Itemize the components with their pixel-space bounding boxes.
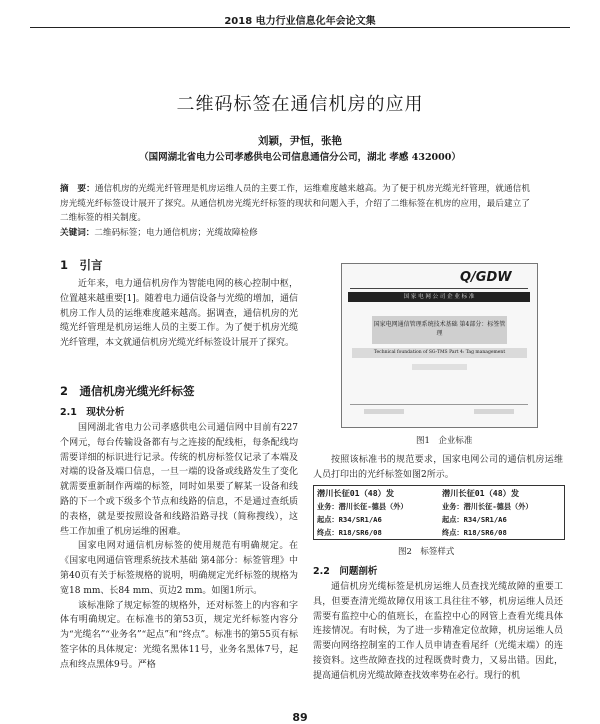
right-column-intro xyxy=(313,453,563,483)
cover-doc-subtitle: Technical foundation of SG-TMS Part 4: Tag management xyxy=(352,348,527,358)
cover-footer-mark xyxy=(364,409,404,414)
section-1-body xyxy=(60,277,298,351)
label-cell: 终点：R18/SR6/08 xyxy=(317,527,382,537)
label-row xyxy=(314,526,564,539)
label-cell: 潜川长征01（48）发 xyxy=(442,488,520,498)
cover-org-line: 国 家 电 网 公 司 企 业 标 准 xyxy=(348,292,530,302)
abstract-block xyxy=(60,182,530,240)
label-cell: 业务：潜川长征-德县（外） xyxy=(317,501,408,511)
section-2-2-body xyxy=(313,580,563,684)
section-2-heading: 2 通信机房光缆光纤标签 xyxy=(60,384,195,398)
label-cell: 业务：潜川长征-德县（外） xyxy=(442,501,533,511)
figure-2-caption: 图2 标签样式 xyxy=(398,547,455,557)
cover-placeholder-bar xyxy=(412,364,467,370)
abstract-text: 通信机房的光缆光纤管理是机房运维人员的主要工作，运维难度越来越高。为了便于机房光缆光纤管理，就通信机房光缆光纤标签设计展开了探究。从通信机房光缆光纤标签的现状和问题入手，介绍了二维标签在机房的应用，最后建立了二维标签的相关制度。 xyxy=(60,184,530,223)
keywords-text: 二维码标签；电力通信机房；光缆故障检修 xyxy=(94,227,258,238)
figure-1-caption: 图1 企业标准 xyxy=(416,436,473,446)
abstract-label: 摘 要： xyxy=(60,184,95,194)
keywords-label: 关键词： xyxy=(60,227,95,238)
figure-2-lead-paragraph: 按照该标准书的规范要求，国家电网公司的通信机房运维人员打印出的光纤标签如图2所示。 xyxy=(313,455,563,480)
label-row xyxy=(314,487,564,500)
section-1-paragraph: 近年来，电力通信机房作为智能电网的核心控制中枢，位置越来越重要[1]。随着电力通信设备与光缆的增加，通信机房工作人员的运维难度越来越高。据调查，通信机房的光缆光纤管理是机房运维人员的主要工作。为了便于机房光缆光纤管理，本文就通信机房光缆光纤标签设计展开了探究。 xyxy=(60,279,298,349)
label-cell: 终点：R18/SR6/08 xyxy=(442,527,507,537)
abstract xyxy=(60,182,530,226)
standard-logo: Q/GDW xyxy=(460,270,512,285)
cover-footer-mark xyxy=(474,409,514,414)
label-row xyxy=(314,500,564,513)
cover-doc-title: 国家电网通信管理系统技术基础 第4部分：标签管理 xyxy=(372,316,507,344)
label-row xyxy=(314,513,564,526)
article-authors: 刘颖，尹恒，张艳 xyxy=(258,135,342,147)
section-2-2-heading: 2.2 问题剖析 xyxy=(313,566,378,577)
section-2-1-paragraph: 国家电网对通信机房标签的使用规范有明确规定。在《国家电网通信管理系统技术基础 第4部分：标签管理》中第40页有关于标签规格的说明，明确规定光纤标签的规格为宽18 mm、长84 mm、页边2 mm。如图1所示。 xyxy=(60,541,298,596)
figure-2-label-sample xyxy=(313,485,565,540)
cover-bottom-rule xyxy=(350,404,528,405)
section-1-heading: 1 引言 xyxy=(60,258,103,272)
section-2-2-paragraph: 通信机房光缆标签是机房运维人员查找光缆故障的重要工具，但要查清光缆故障仅用该工具往往不够，机房运维人员还需要有监控中心的值班长，在监控中心的网管上查看光缆具体连接情况。有时候，为了进一步精准定位故障，机房运维人员需要向网络控制室的工作人员申请查看尾纤（光缆末端）的连接资料。这些故障查找的过程既费时费力，又易出错。因此，提高通信机房光缆故障查找效率势在必行。现行的机 xyxy=(313,582,563,681)
label-cell: 潜川长征01（48）发 xyxy=(317,488,395,498)
article-affiliation: （国网湖北省电力公司孝感供电公司信息通信分公司，湖北 孝感 432000） xyxy=(139,152,461,163)
section-2-1-paragraph: 该标准除了规定标签的规格外，还对标签上的内容和字体有明确规定。在标准书的第53页，规定光纤标签内容分为“光缆名”“业务名”“起点”和“终点”。标准书的第55页有标签字体的具体规定：光缆名黑体11号，业务名黑体7号，起点和终点黑体9号。严格 xyxy=(60,600,298,670)
label-cell: 起点：R34/SR1/A6 xyxy=(317,514,382,524)
article-title: 二维码标签在通信机房的应用 xyxy=(176,94,424,115)
label-cell: 起点：R34/SR1/A6 xyxy=(442,514,507,524)
section-2-1-body xyxy=(60,421,298,673)
header-rule xyxy=(30,27,570,28)
cover-rule xyxy=(350,288,528,289)
page-number: 89 xyxy=(292,711,308,724)
figure-1-standard-cover xyxy=(341,263,538,428)
section-2-1-paragraph: 国网湖北省电力公司孝感供电公司通信网中目前有227个网元，每台传输设备都有与之连接的配线柜，每条配线均需要详细的标识进行记录。传统的机房标签仅记录了本端及对端的设备及端口信息，一旦一端的设备或线路发生了变化就需要重新制作两端的标签，同时如果要了解某一设备和线路的下一个或下级多个节点和线路的信息，不是通过查纸质的表格，就是要按照设备和线路沿路寻找（简称搜线），这些工作加重了机房运维的困难。 xyxy=(60,423,298,537)
keywords xyxy=(60,226,530,241)
section-2-1-heading: 2.1 现状分析 xyxy=(60,407,125,418)
running-header: 2018 电力行业信息化年会论文集 xyxy=(224,16,376,27)
